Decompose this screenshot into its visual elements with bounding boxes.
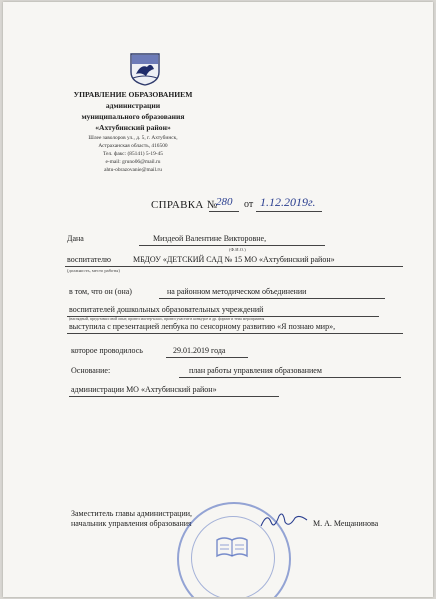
handwritten-signature (259, 508, 309, 532)
event-text: выступила с презентацией лепбука по сенсорному развитию «Я познаю мир», (69, 322, 336, 331)
org-name-line3: муниципального образования (81, 112, 185, 121)
held-date-underline (166, 357, 248, 358)
certificate-title (151, 199, 218, 211)
held-date: 29.01.2019 года (173, 346, 226, 355)
event-underline (67, 333, 403, 334)
org-address-line1: Шлее заволоров ул., д. 5, г. Ахтубинск, (88, 135, 178, 141)
date-label: от (244, 199, 254, 210)
basis-label: Основание: (71, 366, 111, 375)
org-email: e-mail: gruno06@mail.ru (105, 159, 161, 165)
certificate-date: 1.12.2019г. (260, 195, 316, 209)
org-address-line2: Астраханская область, 416500 (98, 143, 168, 149)
org-name-line2: администрации (105, 101, 161, 110)
name-caption: (Ф.И.О.) (229, 247, 246, 252)
that-underline (159, 298, 385, 299)
position-caption: (должность, место работы) (67, 268, 120, 273)
position-underline (65, 266, 403, 267)
number-underline (209, 211, 239, 212)
signatory-position-line1: Заместитель главы администрации, (71, 509, 193, 518)
signatory-position-line2: начальник управления образования (71, 519, 192, 528)
org-name-line1: УПРАВЛЕНИЕ ОБРАЗОВАНИЕМ (73, 90, 193, 99)
signatory-name: М. А. Мещанинова (313, 519, 379, 528)
name-underline (139, 245, 325, 246)
basis-value: план работы управления образованием (189, 366, 322, 375)
certificate-number: 280 (216, 196, 233, 208)
given-label: Дана (67, 234, 84, 243)
date-underline (256, 211, 322, 212)
certificate-title-label: СПРАВКА № (151, 199, 218, 211)
open-book-icon (215, 534, 249, 560)
event-caption: (наглядный, представил свой опыт, провел мастер-класс, провел участие в конкурсе и др. формат и тема мероприятия (69, 317, 265, 321)
basis-underline (179, 377, 401, 378)
audience-text: воспитателей дошкольных образовательных учреждений (69, 305, 264, 314)
org-name-line4: «Ахтубинский район» (95, 123, 171, 132)
position-label: воспитателю (67, 255, 111, 264)
coat-of-arms-icon (129, 52, 161, 86)
basis-value-line2: администрации МО «Ахтубинский район» (71, 385, 217, 394)
org-email-secondary: ahtu-obrazovanie@mail.ru (104, 167, 162, 173)
that-value: на районном методическом объединении (167, 287, 307, 296)
position-value: МБДОУ «ДЕТСКИЙ САД № 15 МО «Ахтубинский район» (133, 255, 335, 264)
org-phone: Тел. факс: (85141) 5-19-45 (103, 151, 163, 157)
that-label: в том, что он (она) (69, 287, 132, 296)
certificate-page (3, 2, 433, 597)
held-label: которое проводилось (71, 346, 143, 355)
basis-line2-underline (69, 396, 279, 397)
person-name: Миздеой Валентине Викторовне, (153, 234, 267, 243)
